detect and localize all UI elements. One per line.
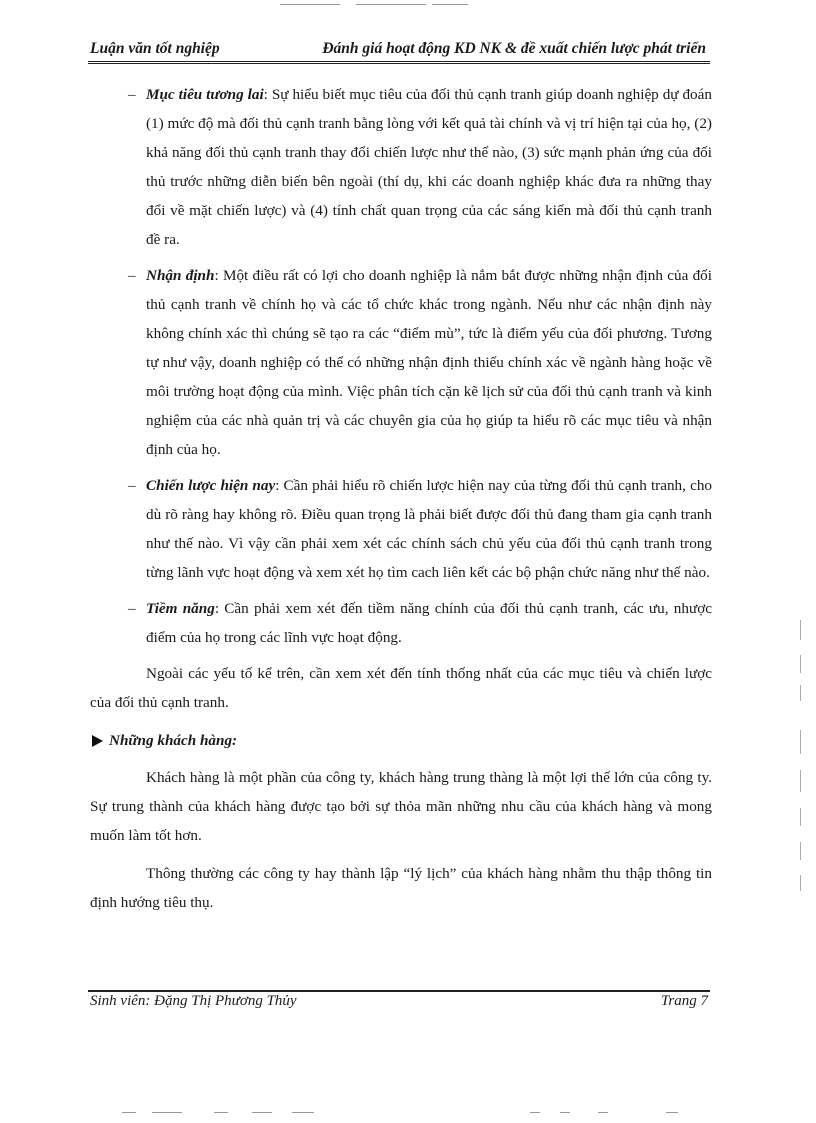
bullet-term: Chiến lược hiện nay xyxy=(146,477,276,494)
scan-artifact xyxy=(356,4,426,5)
scan-artifact xyxy=(800,730,801,754)
body-paragraph: Thông thường các công ty hay thành lập “lý lịch” của khách hàng nhằm thu thập thông tin định hướng tiêu thụ. xyxy=(90,865,712,911)
document-body xyxy=(90,80,712,926)
scan-artifact xyxy=(800,620,801,640)
scan-artifact xyxy=(280,4,340,5)
triangle-bullet-icon xyxy=(92,735,103,747)
footer-rule xyxy=(88,990,710,992)
header-right-title: Đánh giá hoạt động KD NK & đề xuất chiến lược phát triển xyxy=(322,40,706,57)
bullet-dash: – xyxy=(128,600,136,617)
page-header xyxy=(90,40,706,58)
footer-page-number: Trang 7 xyxy=(660,993,708,1009)
scan-artifact xyxy=(800,770,801,792)
bullet-term: Mục tiêu tương lai xyxy=(146,86,264,103)
scan-artifact xyxy=(214,1112,228,1113)
scan-artifact xyxy=(800,842,801,860)
bullet-text: : Một điều rất có lợi cho doanh nghiệp là nắm bắt được những nhận định của đối thủ cạnh tranh về chính họ và các tổ chức khác trong ngành. Nếu như các nhận định này không chính xác thì chúng sẽ tạo ra các “điểm mù”, tức là điểm yếu của đối phương. Tương tự như vậy, doanh nghiệp có thể có những nhận định thiếu chính xác về ngành hàng hoặc về môi trường hoạt động của mình. Việc phân tích cặn kẽ lịch sử của đối thủ cạnh tranh và kinh nghiệm của các nhà quản trị và các chuyên gia của họ giúp ta hiểu rõ các mục tiêu và nhận định của họ. xyxy=(146,267,712,458)
bullet-item xyxy=(90,471,712,587)
scan-artifact xyxy=(800,655,801,673)
bullet-dash: – xyxy=(128,477,136,494)
scan-artifact xyxy=(800,808,801,826)
scan-artifact xyxy=(800,685,801,701)
section-heading-text: Những khách hàng: xyxy=(109,732,238,749)
scan-artifact xyxy=(252,1112,272,1113)
scan-artifact xyxy=(152,1112,182,1113)
body-paragraph: Ngoài các yếu tố kể trên, cần xem xét đến tính thống nhất của các mục tiêu và chiến lược của đối thủ cạnh tranh. xyxy=(90,665,712,711)
body-paragraph: Khách hàng là một phần của công ty, khách hàng trung thàng là một lợi thế lớn của công ty. Sự trung thành của khách hàng được tạo bởi sự thỏa mãn những nhu cầu của khách hàng và mong muốn làm tốt hơn. xyxy=(90,769,712,844)
section-heading xyxy=(90,726,712,755)
scan-artifact xyxy=(530,1112,540,1113)
bullet-dash: – xyxy=(128,86,136,103)
bullet-term: Tiềm năng xyxy=(146,600,215,617)
header-rule xyxy=(88,61,710,64)
scan-artifact xyxy=(292,1112,314,1113)
bullet-dash: – xyxy=(128,267,136,284)
scan-artifact xyxy=(432,4,468,5)
scan-artifact xyxy=(598,1112,608,1113)
bullet-item xyxy=(90,80,712,254)
bullet-text: : Sự hiểu biết mục tiêu của đối thủ cạnh tranh giúp doanh nghiệp dự đoán (1) mức độ mà đối thủ cạnh tranh bằng lòng với kết quả tài chính và vị trí hiện tại của họ, (2) khả năng đối thủ cạnh tranh thay đổi chiến lược như thế nào, (3) sức mạnh phản ứng của đối thủ trước những diễn biến bên ngoài (thí dụ, khi các doanh nghiệp khác đưa ra những thay đổi về mặt chiến lược) và (4) tính chất quan trọng của các sáng kiến mà đối thủ cạnh tranh đề ra. xyxy=(146,86,712,248)
bullet-item xyxy=(90,261,712,464)
footer-author: Sinh viên: Đặng Thị Phương Thủy xyxy=(90,993,297,1009)
header-left-title: Luận văn tốt nghiệp xyxy=(90,40,220,57)
scan-artifact xyxy=(122,1112,136,1113)
bullet-text: : Cần phải hiểu rõ chiến lược hiện nay của từng đối thủ cạnh tranh, cho dù rõ ràng hay không rõ. Điều quan trọng là phải biết được đối thủ đang tham gia cạnh tranh như thế nào. Vì vậy cần phải xem xét các chính sách chủ yếu của đối thủ cạnh tranh trong từng lãnh vực hoạt động và xem xét họ tìm cach liên kết các bộ phận chức năng như thế nào. xyxy=(146,477,713,581)
bullet-term: Nhận định xyxy=(146,267,215,284)
scan-artifact xyxy=(560,1112,570,1113)
bullet-item xyxy=(90,594,712,652)
page-footer xyxy=(90,993,708,1010)
scan-artifact xyxy=(800,875,801,891)
bullet-text: : Cần phải xem xét đến tiềm năng chính của đối thủ cạnh tranh, các ưu, nhược điểm của họ trong các lĩnh vực hoạt động. xyxy=(146,600,712,646)
scan-artifact xyxy=(666,1112,678,1113)
